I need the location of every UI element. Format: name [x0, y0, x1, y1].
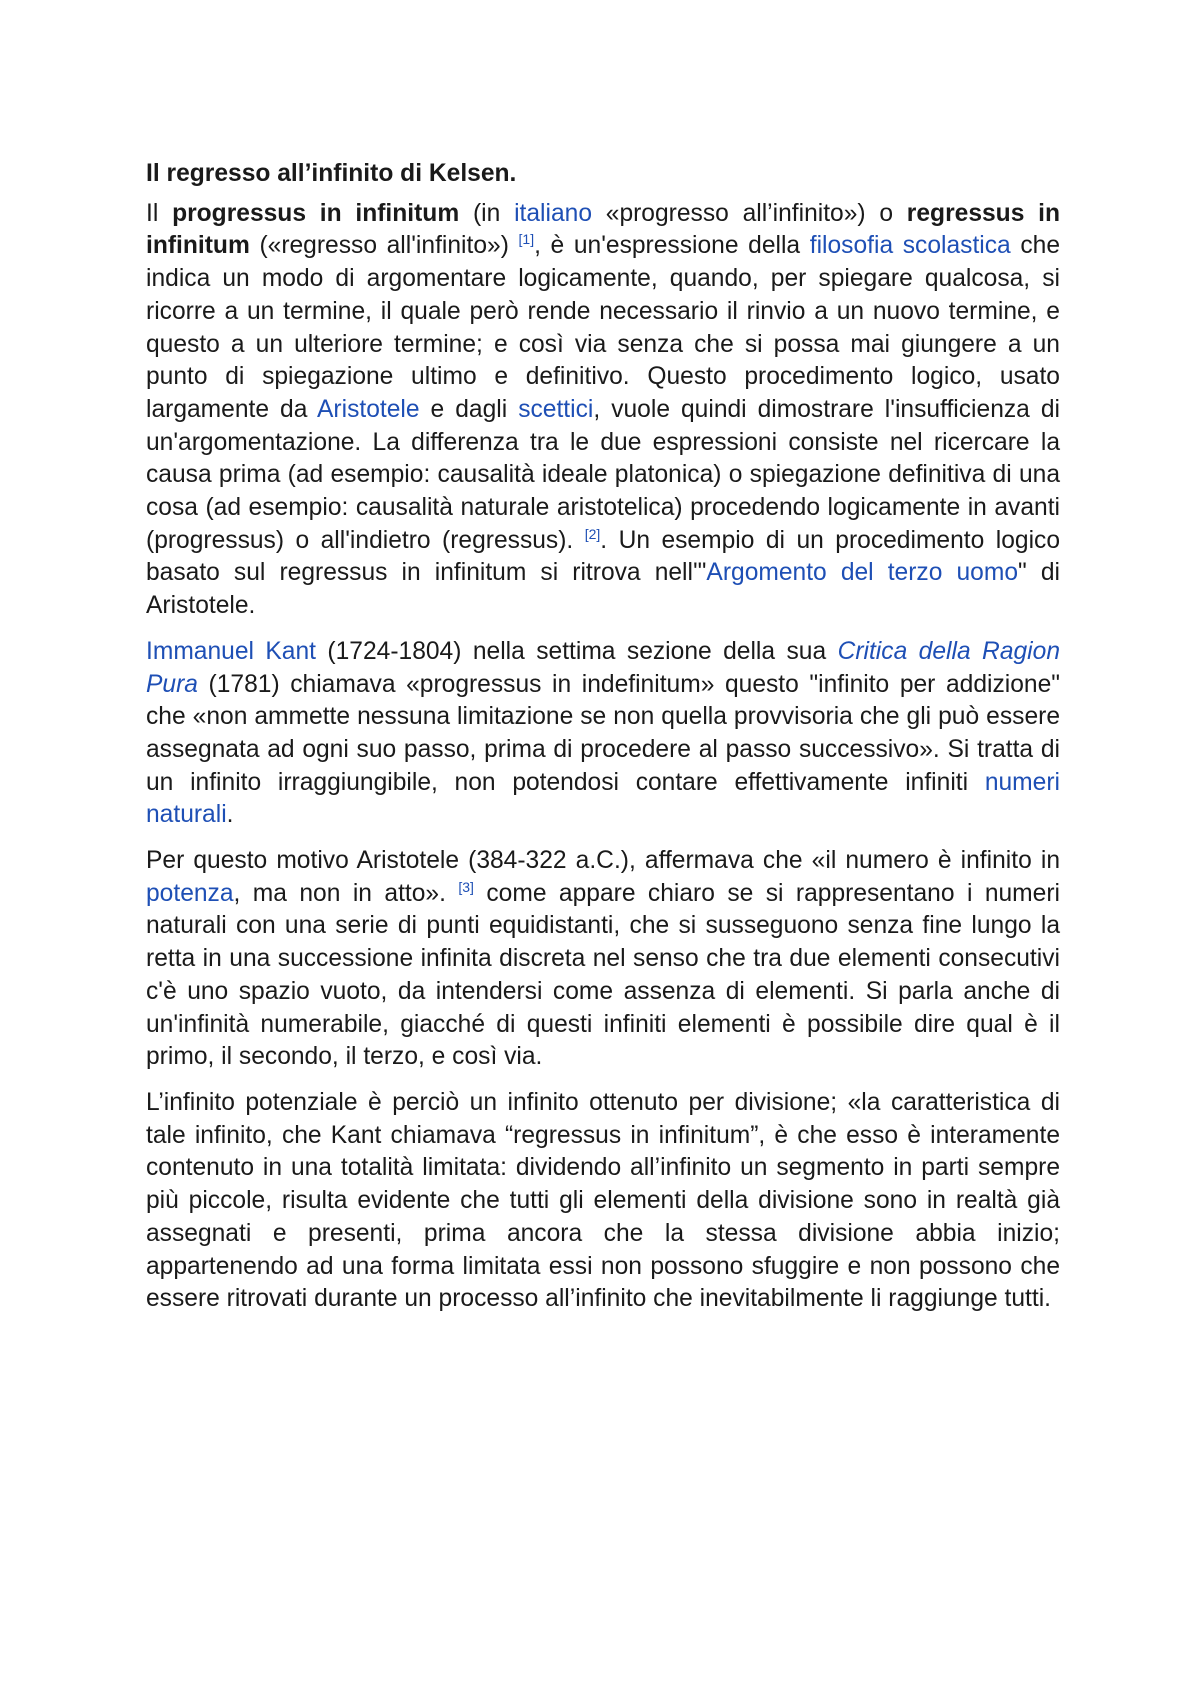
term-progressus-in-infinitum: progressus in infinitum: [172, 199, 460, 227]
link-potenza[interactable]: potenza: [146, 879, 234, 907]
link-immanuel-kant[interactable]: Immanuel Kant: [146, 637, 316, 665]
text-run: (1781) chiamava «progressus in indefinitum» questo "infinito per addizione" che «non ammette nessuna limitazione se non quella provvisoria che gli può essere assegnata ad ogni suo passo, prima di procedere al passo successivo». Si tratta di un infinito irraggiungibile, non potendosi contare effettivamente infiniti: [146, 670, 1060, 796]
document-title: Il regresso all’infinito di Kelsen.: [146, 160, 517, 187]
text-run: che indica un modo di argomentare logicamente, quando, per spiegare qualcosa, si ricorre a un termine, il quale però rende necessario il rinvio a un nuovo termine, e questo a un ulteriore termine; e così via senza che si possa mai giungere a un punto di spiegazione ultimo e definitivo. Questo procedimento logico, usato largamente da: [146, 232, 1061, 423]
link-aristotele[interactable]: Aristotele: [317, 395, 420, 423]
text-run: come appare chiaro se si rappresentano i numeri naturali con una serie di punti equidistanti, che si susseguono senza fine lungo la retta in una successione infinita discreta nel senso che tra due elementi consecutivi c'è uno spazio vuoto, da intendersi come assenza di elementi. Si parla anche di un'infinità numerabile, giacché di questi infiniti elementi è possibile dire qual è il primo, il secondo, il terzo, e così via.: [146, 879, 1060, 1071]
text-run: (in: [459, 199, 515, 227]
link-filosofia-scolastica[interactable]: filosofia scolastica: [809, 232, 1011, 260]
link-italiano[interactable]: italiano: [514, 199, 592, 227]
text-run: («regresso all'infinito»): [249, 232, 519, 260]
text-run: . Un esempio di un procedimento logico basato sul regressus in infinitum si ritrova nell'": [146, 526, 1061, 587]
paragraph-kant: [146, 636, 1060, 832]
text-run: , ma non in atto».: [233, 879, 459, 907]
link-argomento-terzo-uomo[interactable]: Argomento del terzo uomo: [706, 559, 1019, 587]
text-run: e dagli: [419, 395, 519, 423]
footnote-ref-2[interactable]: [2]: [584, 525, 601, 542]
text-run: Il: [146, 199, 173, 227]
text-run: , è un'espressione della: [534, 232, 810, 260]
term-regressus-in-infinitum: regressus in infinitum: [146, 199, 1060, 260]
link-numeri-naturali[interactable]: numeri naturali: [146, 768, 1060, 829]
text-run: .: [226, 801, 234, 829]
text-run: , vuole quindi dimostrare l'insufficienza di un'argomentazione. La differenza tra le due espressioni consiste nel ricercare la causa prima (ad esempio: causalità ideale platonica) o spiegazione definitiva di una cosa (ad esempio: causalità naturale aristotelica) procedendo logicamente in avanti (progressus) o all'indietro (regressus).: [146, 395, 1060, 554]
paragraph-infinito-potenziale: L’infinito potenziale è perciò un infinito ottenuto per divisione; «la caratteristica di tale infinito, che Kant chiamava “regressus in infinitum”, è che esso è interamente contenuto in una totalità limitata: dividendo all’infinito un segmento in parti sempre più piccole, risulta evidente che tutti gli elementi della divisione sono in realtà già assegnati e presenti, prima ancora che la stessa divisione abbia inizio; appartenendo ad una forma limitata essi non possono sfuggire e non possono che essere ritrovati durante un processo all’infinito che inevitabilmente li raggiunge tutti.: [146, 1088, 1060, 1313]
link-scettici[interactable]: scettici: [518, 395, 594, 423]
text-run: Per questo motivo Aristotele (384-322 a.C.), affermava che «il numero è infinito in: [146, 847, 1060, 875]
paragraph-aristotele: [146, 845, 1060, 1074]
paragraph-progressus: [146, 198, 1060, 623]
text-run: " di Aristotele.: [146, 559, 1060, 620]
text-run: (1724-1804) nella settima sezione della sua: [316, 637, 838, 665]
link-critica-ragion-pura[interactable]: Critica della Ragion Pura: [146, 637, 1060, 698]
document-body: [146, 158, 1060, 1329]
footnote-ref-1[interactable]: [1]: [518, 231, 535, 248]
footnote-ref-3[interactable]: [3]: [458, 878, 474, 895]
text-run: «progresso all’infinito») o: [592, 199, 907, 227]
